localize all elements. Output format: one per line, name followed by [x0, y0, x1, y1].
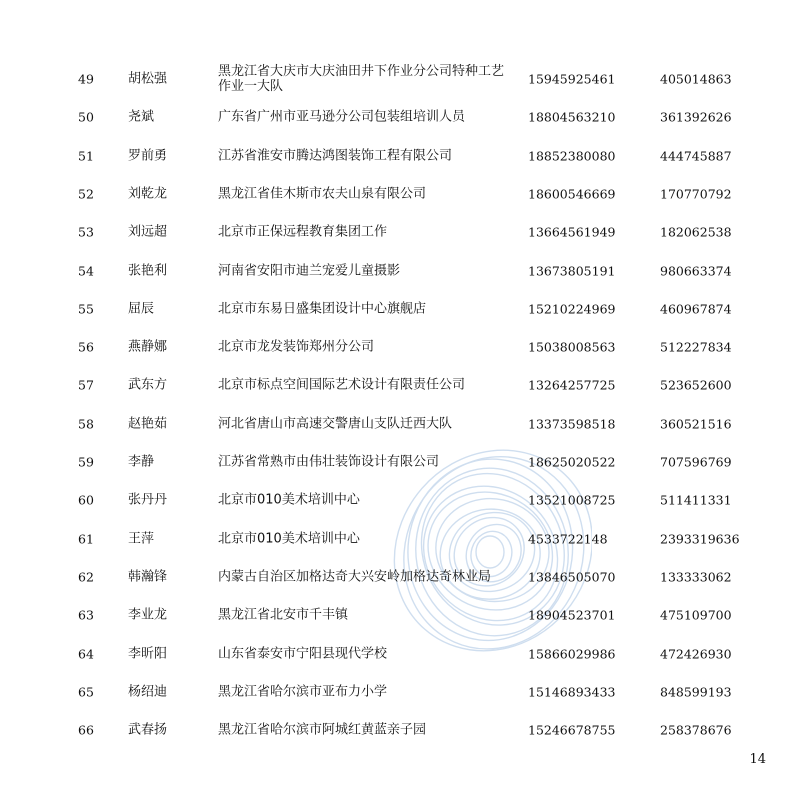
phone-number: 13846505070	[528, 569, 616, 585]
person-name: 张艳利	[128, 263, 168, 278]
phone-number: 15210224969	[528, 301, 616, 317]
phone-number: 13673805191	[528, 263, 616, 278]
phone-number: 15146893433	[528, 684, 616, 700]
organization: 北京市东易日盛集团设计中心旗舰店	[218, 301, 427, 317]
phone-number: 18804563210	[528, 109, 616, 125]
organization: 黑龙江省北安市千丰镇	[218, 607, 349, 623]
organization: 黑龙江省大庆市大庆油田井下作业分公司特种工艺作业一大队	[218, 64, 505, 94]
organization: 黑龙江省佳木斯市农夫山泉有限公司	[218, 186, 427, 202]
id-number: 133333062	[660, 569, 732, 585]
row-number: 54	[78, 263, 94, 278]
row-number: 53	[78, 224, 94, 240]
id-number: 512227834	[660, 339, 732, 355]
row-number: 62	[78, 569, 94, 585]
row-number: 55	[78, 301, 94, 317]
id-number: 258378676	[660, 722, 732, 738]
organization: 河南省安阳市迪兰宠爱儿童摄影	[218, 263, 401, 278]
organization: 北京市010美术培训中心	[218, 492, 360, 508]
phone-number: 15038008563	[528, 339, 616, 355]
id-number: 475109700	[660, 607, 732, 623]
row-number: 52	[78, 186, 94, 202]
organization: 广东省广州市亚马逊分公司包装组培训人员	[218, 109, 466, 125]
organization: 江苏省常熟市由伟壮装饰设计有限公司	[218, 454, 440, 470]
table-row	[0, 405, 800, 443]
id-number: 361392626	[660, 109, 732, 125]
phone-number: 13664561949	[528, 224, 616, 240]
phone-number: 13264257725	[528, 377, 616, 393]
row-number: 57	[78, 377, 94, 393]
table-row	[0, 520, 800, 558]
organization: 黑龙江省哈尔滨市亚布力小学	[218, 684, 388, 700]
row-number: 49	[78, 71, 94, 87]
phone-number: 18852380080	[528, 148, 616, 164]
id-number: 405014863	[660, 71, 732, 87]
id-number: 707596769	[660, 454, 732, 470]
table-row	[0, 366, 800, 404]
person-name: 屈辰	[128, 301, 155, 317]
row-number: 51	[78, 148, 94, 164]
person-name: 李静	[128, 454, 155, 470]
person-name: 罗前勇	[128, 148, 168, 164]
id-number: 472426930	[660, 646, 732, 661]
row-number: 61	[78, 531, 94, 547]
organization: 江苏省淮安市腾达鸿图装饰工程有限公司	[218, 148, 453, 164]
organization: 内蒙古自治区加格达奇大兴安岭加格达奇林业局	[218, 569, 492, 585]
table-row	[0, 60, 800, 98]
table-row	[0, 481, 800, 519]
row-number: 50	[78, 109, 94, 125]
person-name: 刘乾龙	[128, 186, 168, 202]
table-row	[0, 98, 800, 136]
phone-number: 18904523701	[528, 607, 616, 623]
table-row	[0, 443, 800, 481]
table-row	[0, 252, 800, 290]
id-number: 2393319636	[660, 531, 740, 547]
id-number: 848599193	[660, 684, 732, 700]
table-row	[0, 558, 800, 596]
phone-number: 13373598518	[528, 416, 616, 432]
table-row	[0, 175, 800, 213]
table-row	[0, 711, 800, 749]
table-row	[0, 596, 800, 634]
row-number: 65	[78, 684, 94, 700]
person-name: 尧斌	[128, 109, 155, 125]
id-number: 170770792	[660, 186, 732, 202]
organization: 北京市010美术培训中心	[218, 531, 360, 547]
organization: 河北省唐山市高速交警唐山支队迁西大队	[218, 416, 453, 432]
table-row	[0, 673, 800, 711]
person-name: 李业龙	[128, 607, 168, 623]
id-number: 511411331	[660, 492, 732, 508]
table-row	[0, 137, 800, 175]
phone-number: 4533722148	[528, 531, 608, 547]
row-number: 56	[78, 339, 94, 355]
phone-number: 13521008725	[528, 492, 616, 508]
organization: 山东省泰安市宁阳县现代学校	[218, 646, 388, 661]
id-number: 444745887	[660, 148, 732, 164]
table-row	[0, 213, 800, 251]
person-name: 武东方	[128, 377, 168, 393]
table-row	[0, 328, 800, 366]
person-name: 杨绍迪	[128, 684, 168, 700]
row-number: 59	[78, 454, 94, 470]
person-name: 王萍	[128, 531, 155, 547]
table-row	[0, 290, 800, 328]
row-number: 66	[78, 722, 94, 738]
person-name: 赵艳茹	[128, 416, 168, 432]
table-row	[0, 635, 800, 673]
id-number: 360521516	[660, 416, 732, 432]
phone-number: 18625020522	[528, 454, 616, 470]
phone-number: 15866029986	[528, 646, 616, 661]
phone-number: 15246678755	[528, 722, 616, 738]
phone-number: 15945925461	[528, 71, 616, 87]
organization: 北京市龙发装饰郑州分公司	[218, 339, 375, 355]
phone-number: 18600546669	[528, 186, 616, 202]
row-number: 64	[78, 646, 94, 661]
person-name: 武春扬	[128, 722, 168, 738]
row-number: 58	[78, 416, 94, 432]
person-name: 刘远超	[128, 224, 168, 240]
person-name: 胡松强	[128, 71, 168, 87]
id-number: 980663374	[660, 263, 732, 278]
person-name: 李昕阳	[128, 646, 168, 661]
id-number: 460967874	[660, 301, 732, 317]
organization: 北京市标点空间国际艺术设计有限责任公司	[218, 377, 466, 393]
person-name: 韩瀚锋	[128, 569, 168, 585]
person-name: 燕静娜	[128, 339, 168, 355]
id-number: 182062538	[660, 224, 732, 240]
organization: 北京市正保远程教育集团工作	[218, 224, 388, 240]
row-number: 63	[78, 607, 94, 623]
person-name: 张丹丹	[128, 492, 168, 508]
organization: 黑龙江省哈尔滨市阿城红黄蓝亲子园	[218, 722, 427, 738]
id-number: 523652600	[660, 377, 732, 393]
page-number: 14	[749, 752, 766, 767]
row-number: 60	[78, 492, 94, 508]
